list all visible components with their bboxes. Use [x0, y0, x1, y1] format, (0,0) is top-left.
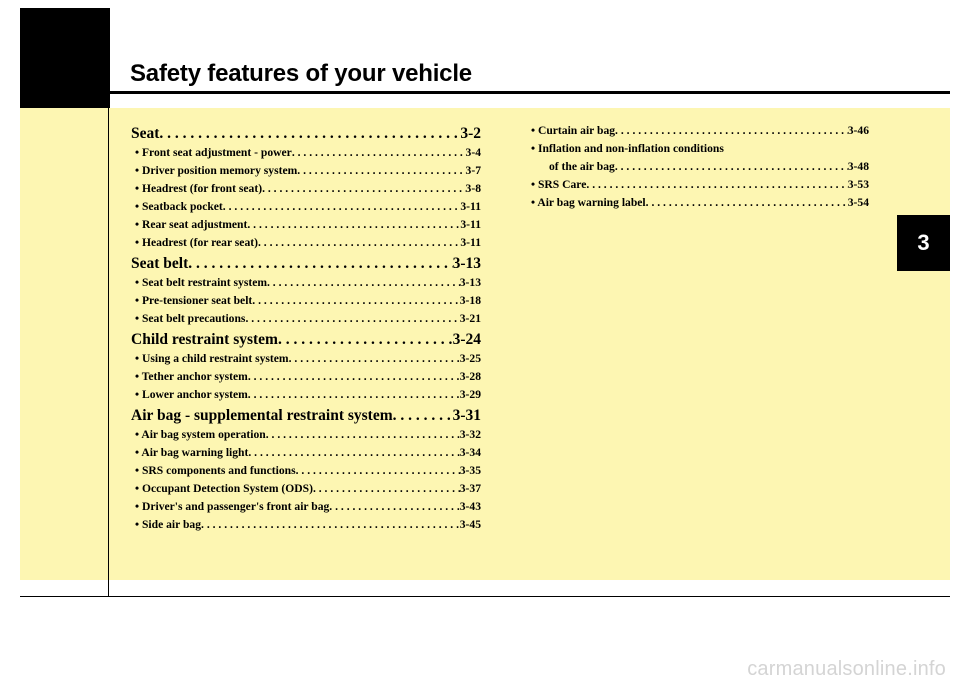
toc-label: of the air bag [549, 160, 615, 173]
leader-dots [393, 405, 453, 426]
toc-label: • Driver's and passenger's front air bag [135, 500, 330, 513]
toc-label: • Air bag warning light [135, 446, 249, 459]
bottom-rule [20, 596, 950, 597]
toc-label: • Air bag warning label [531, 196, 646, 209]
toc-right-column [527, 122, 869, 212]
toc-left-column [131, 122, 481, 534]
toc-label: • Driver position memory system [135, 164, 298, 177]
leader-dots [297, 162, 465, 180]
toc-label: • Headrest (for front seat) [135, 182, 263, 195]
title-underline [20, 91, 950, 94]
toc-label: • Occupant Detection System (ODS) [135, 482, 313, 495]
leader-dots [248, 444, 459, 462]
toc-page: 3-21 [459, 312, 481, 325]
leader-dots [262, 180, 465, 198]
toc-entry[interactable] [131, 198, 481, 216]
toc-entry-air-bag[interactable] [131, 405, 481, 426]
toc-label: • Curtain air bag [531, 124, 616, 137]
toc-page: 3-7 [465, 164, 481, 177]
toc-entry-curtain-air-bag[interactable] [527, 122, 869, 140]
leader-dots [266, 426, 460, 444]
watermark: carmanualsonline.info [747, 658, 946, 680]
toc-label: • SRS components and functions [135, 464, 296, 477]
toc-entry[interactable] [131, 480, 481, 498]
leader-dots [201, 516, 460, 534]
toc-label: • Tether anchor system [135, 370, 248, 383]
toc-entry[interactable] [131, 368, 481, 386]
toc-page: 3-13 [459, 276, 481, 289]
toc-label: • Headrest (for rear seat) [135, 236, 258, 249]
toc-page: 3-18 [459, 294, 481, 307]
leader-dots [248, 368, 460, 386]
toc-page: 3-43 [459, 500, 481, 513]
toc-label: • Air bag system operation [135, 428, 266, 441]
toc-entry[interactable] [131, 234, 481, 252]
toc-page: 3-32 [459, 428, 481, 441]
toc-label: • Pre-tensioner seat belt [135, 294, 253, 307]
leader-dots [159, 123, 460, 144]
toc-entry-inflation-line1[interactable]: • Inflation and non-inflation conditions [531, 142, 724, 155]
leader-dots [296, 462, 460, 480]
toc-entry[interactable] [131, 462, 481, 480]
toc-page: 3-28 [459, 370, 481, 383]
leader-dots [188, 253, 452, 274]
toc-page: 3-2 [460, 125, 481, 142]
chapter-tab[interactable]: 3 [897, 215, 950, 271]
toc-page: 3-34 [459, 446, 481, 459]
toc-page: 3-53 [847, 178, 869, 191]
toc-page: 3-4 [465, 146, 481, 159]
toc-entry[interactable] [131, 274, 481, 292]
toc-page: 3-54 [847, 196, 869, 209]
toc-entry-seat-belt[interactable] [131, 253, 481, 274]
toc-page: 3-25 [459, 352, 481, 365]
toc-label: • Front seat adjustment - power [135, 146, 292, 159]
toc-entry-child-restraint[interactable] [131, 329, 481, 350]
leader-dots [329, 498, 459, 516]
toc-entry[interactable] [131, 498, 481, 516]
leader-dots [247, 216, 460, 234]
toc-label: • SRS Care [531, 178, 587, 191]
leader-dots [278, 329, 453, 350]
leader-dots [223, 198, 461, 216]
toc-label: • Side air bag [135, 518, 202, 531]
toc-page: 3-35 [459, 464, 481, 477]
toc-page: 3-13 [452, 255, 481, 272]
toc-entry[interactable] [131, 162, 481, 180]
toc-entry[interactable] [131, 386, 481, 404]
toc-label: Seat [131, 125, 160, 142]
toc-label: • Using a child restraint system [135, 352, 289, 365]
toc-entry[interactable] [131, 216, 481, 234]
toc-label: Seat belt [131, 255, 189, 272]
toc-entry-seat[interactable] [131, 123, 481, 144]
toc-entry[interactable] [131, 516, 481, 534]
toc-entry-inflation-line2[interactable] [527, 158, 869, 176]
page-title: Safety features of your vehicle [130, 60, 472, 87]
toc-page: 3-31 [452, 407, 481, 424]
toc-page: 3-48 [847, 160, 869, 173]
leader-dots [586, 176, 847, 194]
toc-entry[interactable] [131, 310, 481, 328]
toc-entry[interactable] [131, 144, 481, 162]
toc-entry[interactable] [131, 292, 481, 310]
toc-label: • Lower anchor system [135, 388, 248, 401]
leader-dots [289, 350, 460, 368]
toc-page: 3-11 [460, 200, 481, 213]
toc-label: • Seatback pocket [135, 200, 223, 213]
leader-dots [646, 194, 848, 212]
toc-entry[interactable] [131, 444, 481, 462]
toc-label: • Seat belt restraint system [135, 276, 267, 289]
toc-page: 3-29 [459, 388, 481, 401]
toc-page: 3-8 [465, 182, 481, 195]
leader-dots [248, 386, 460, 404]
toc-label: Child restraint system [131, 331, 278, 348]
toc-entry-air-bag-warning-label[interactable] [527, 194, 869, 212]
toc-page: 3-46 [847, 124, 869, 137]
leader-dots [615, 122, 848, 140]
toc-entry-srs-care[interactable] [527, 176, 869, 194]
leader-dots [615, 158, 848, 176]
left-margin-line [108, 94, 109, 597]
toc-page: 3-11 [460, 218, 481, 231]
toc-label: • Rear seat adjustment [135, 218, 248, 231]
toc-page: 3-37 [459, 482, 481, 495]
toc-entry[interactable] [131, 350, 481, 368]
leader-dots [267, 274, 460, 292]
leader-dots [292, 144, 466, 162]
toc-entry[interactable] [131, 426, 481, 444]
leader-dots [245, 310, 459, 328]
toc-page: 3-45 [459, 518, 481, 531]
toc-label: Air bag - supplemental restraint system [131, 407, 393, 424]
leader-dots [252, 292, 459, 310]
toc-page: 3-24 [452, 331, 481, 348]
toc-label: • Seat belt precautions [135, 312, 246, 325]
leader-dots [258, 234, 460, 252]
toc-entry[interactable] [131, 180, 481, 198]
leader-dots [313, 480, 460, 498]
toc-page: 3-11 [460, 236, 481, 249]
